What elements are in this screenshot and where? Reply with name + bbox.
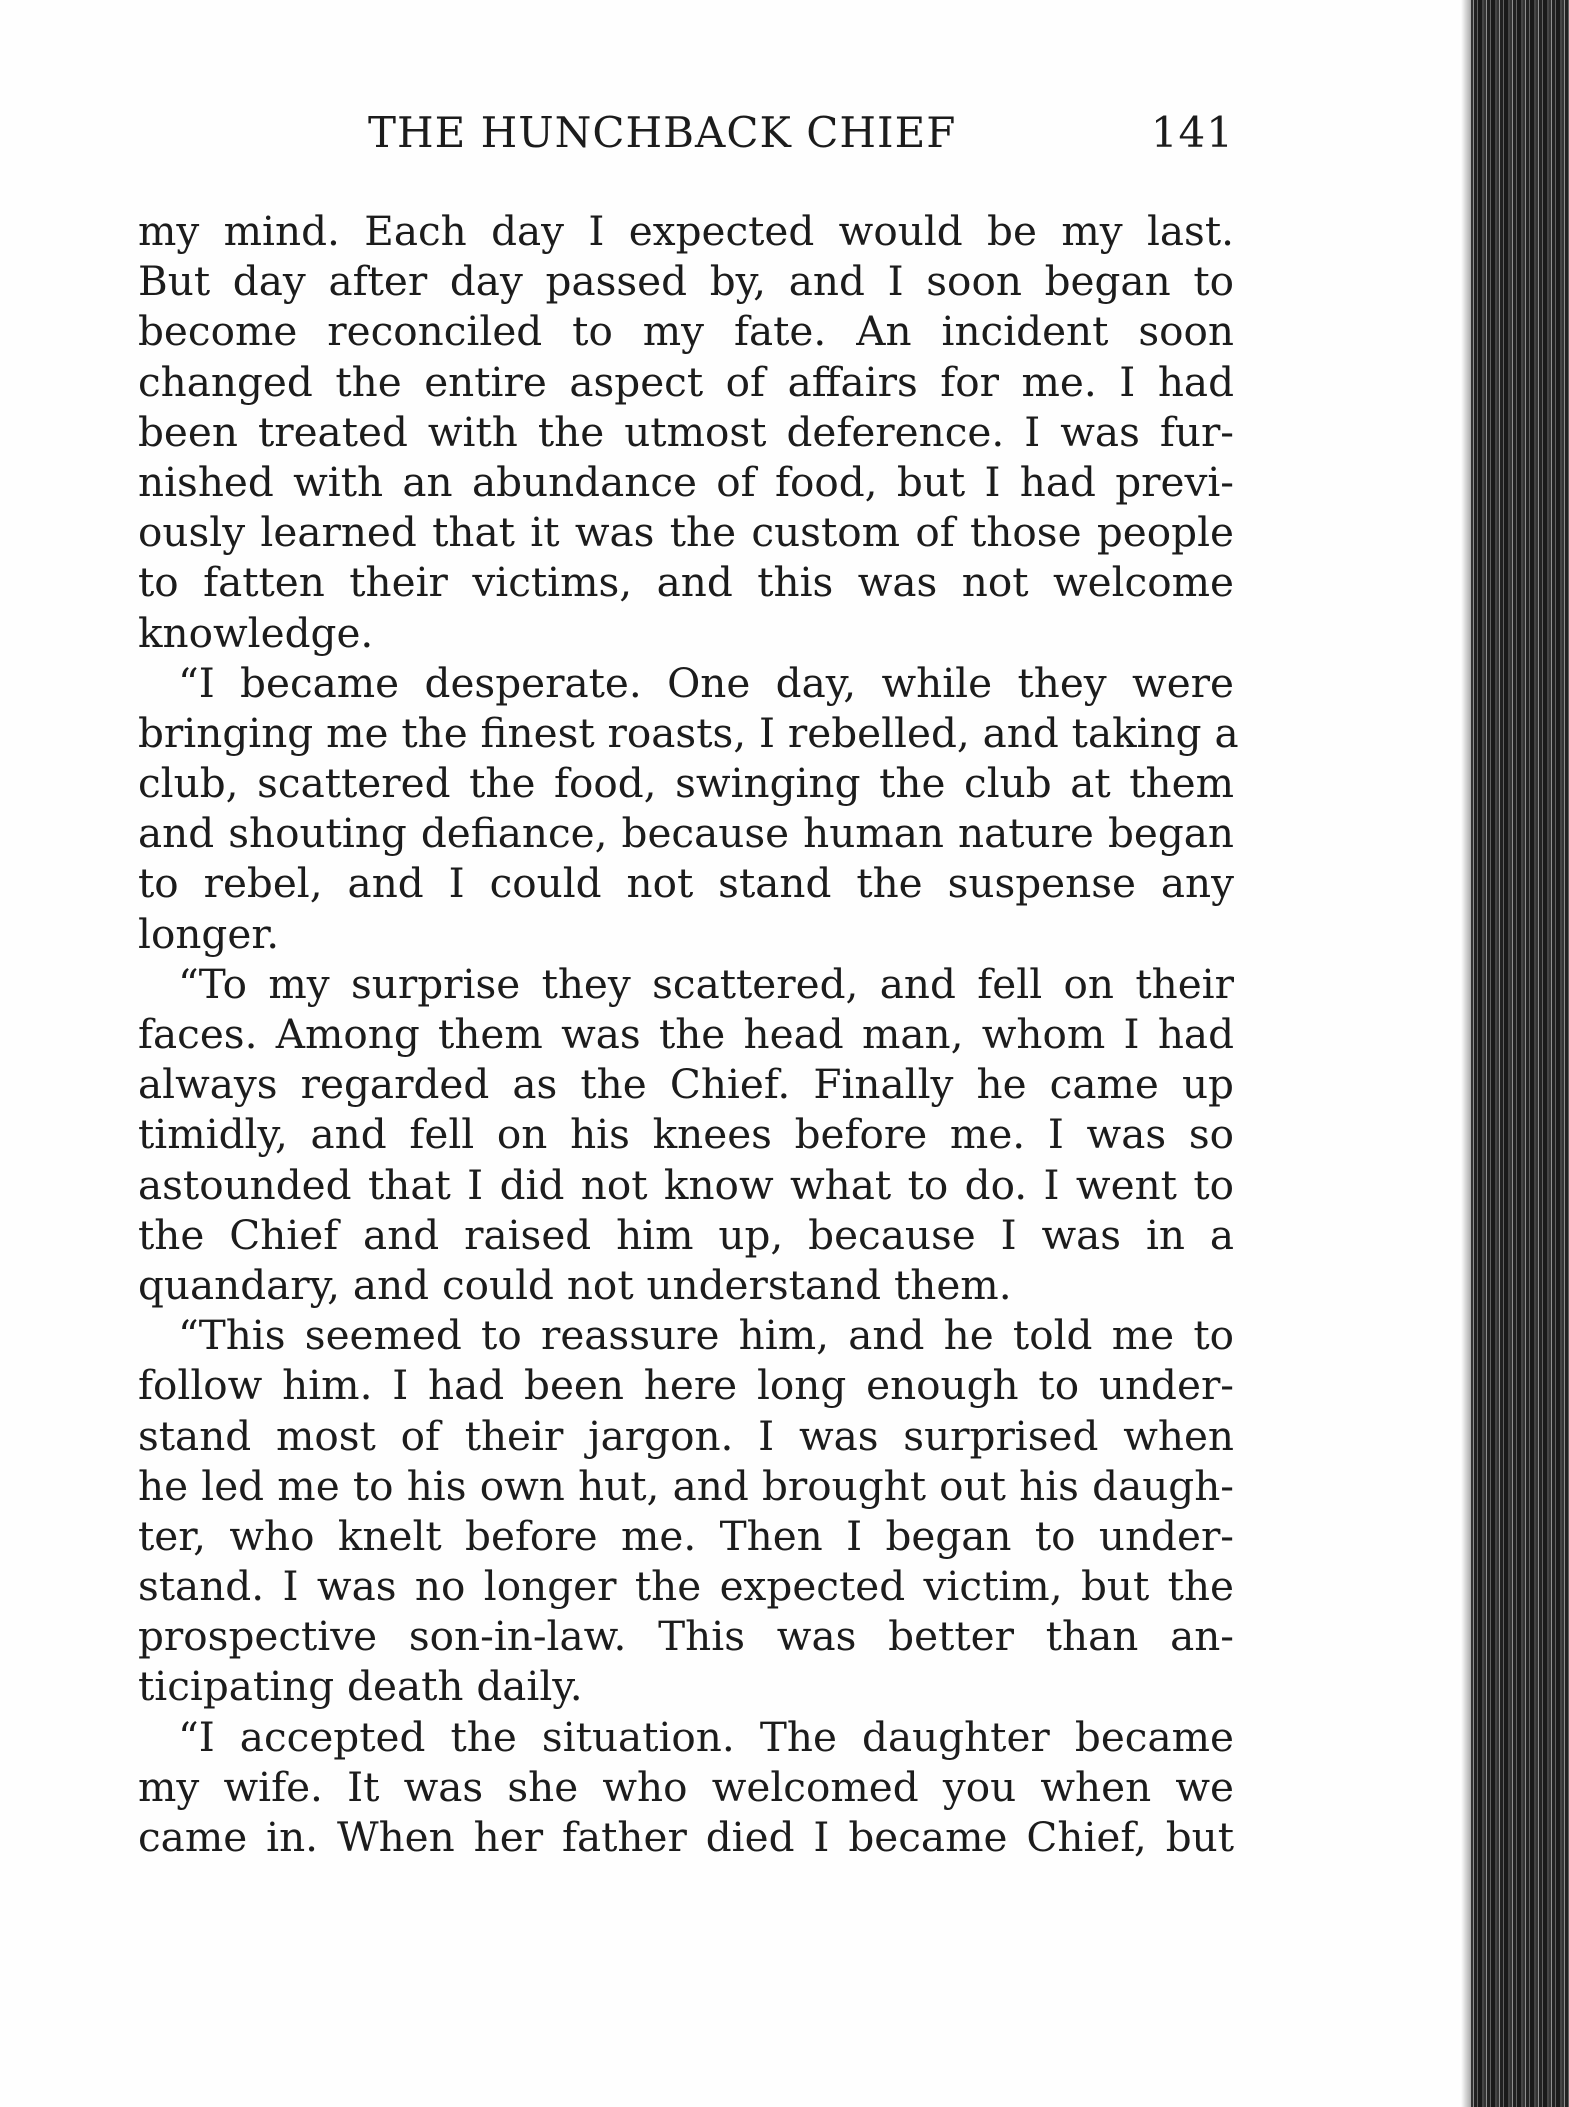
- text-line: to rebel, and I could not stand the suspense any: [138, 859, 1234, 908]
- text-line: always regarded as the Chief. Finally he came up: [138, 1060, 1234, 1109]
- text-line: my wife. It was she who welcomed you when we: [138, 1762, 1234, 1811]
- text-line: faces. Among them was the head man, whom I had: [138, 1010, 1234, 1058]
- text-line: ter, who knelt before me. Then I began to under-: [138, 1511, 1234, 1560]
- running-title: THE HUNCHBACK CHIEF: [368, 108, 957, 157]
- text-line: bringing me the finest roasts, I rebelled, and taking a: [138, 708, 1239, 757]
- text-line: “I became desperate. One day, while they were: [178, 658, 1234, 707]
- text-line: been treated with the utmost deference. I was fur-: [138, 407, 1234, 456]
- body-text: [138, 206, 1239, 1862]
- text-line: and shouting defiance, because human nature began: [138, 809, 1234, 858]
- text-line: he led me to his own hut, and brought out his daugh-: [138, 1461, 1234, 1510]
- text-line: stand. I was no longer the expected victim, but the: [138, 1562, 1234, 1611]
- text-line: follow him. I had been here long enough to under-: [138, 1361, 1234, 1410]
- text-line: the Chief and raised him up, because I was in a: [138, 1210, 1234, 1259]
- text-line: quandary, and could not understand them.: [138, 1260, 1012, 1309]
- text-line: prospective son-in-law. This was better than an-: [138, 1612, 1234, 1661]
- text-line: changed the entire aspect of affairs for me. I had: [138, 357, 1234, 406]
- text-line: longer.: [138, 909, 280, 958]
- page-number: 141: [1150, 108, 1234, 157]
- text-line: club, scattered the food, swinging the club at them: [138, 759, 1234, 808]
- text-line: But day after day passed by, and I soon began to: [138, 257, 1234, 306]
- text-line: “I accepted the situation. The daughter became: [178, 1712, 1234, 1761]
- text-line: “This seemed to reassure him, and he told me to: [178, 1311, 1234, 1360]
- text-line: become reconciled to my fate. An incident soon: [138, 307, 1234, 356]
- text-line: came in. When her father died I became Chief, but: [138, 1813, 1234, 1861]
- text-line: “To my surprise they scattered, and fell on their: [178, 959, 1234, 1008]
- text-line: knowledge.: [138, 608, 374, 657]
- book-binding-edge: [1471, 0, 1569, 2107]
- text-line: timidly, and fell on his knees before me. I was so: [138, 1110, 1234, 1159]
- text-line: stand most of their jargon. I was surprised when: [138, 1411, 1234, 1460]
- text-line: nished with an abundance of food, but I had previ-: [138, 457, 1234, 506]
- text-line: my mind. Each day I expected would be my last.: [138, 207, 1234, 255]
- text-line: astounded that I did not know what to do. I went to: [138, 1160, 1234, 1209]
- running-head: [138, 108, 1234, 168]
- text-line: ously learned that it was the custom of those people: [138, 508, 1234, 557]
- text-line: ticipating death daily.: [138, 1662, 583, 1711]
- text-line: to fatten their victims, and this was not welcome: [138, 558, 1234, 607]
